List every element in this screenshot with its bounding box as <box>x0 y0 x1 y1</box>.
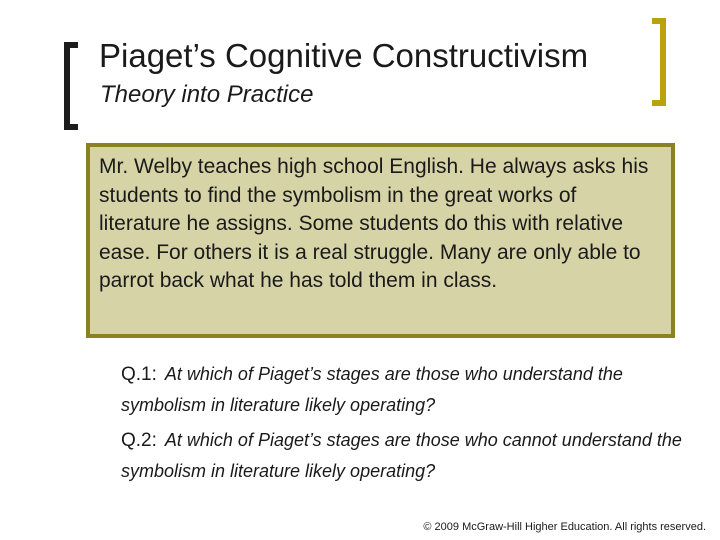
question-2-label: Q.2: <box>121 430 157 451</box>
question-1-label: Q.1: <box>121 364 157 385</box>
question-1 <box>121 359 701 420</box>
right-bracket-decoration <box>652 18 666 106</box>
slide-title: Piaget’s Cognitive Constructivism <box>99 37 589 74</box>
slide-subtitle: Theory into Practice <box>100 81 314 108</box>
question-2-text: At which of Piaget’s stages are those who cannot understand the symbolism in literature likely operating? <box>121 430 682 481</box>
left-bracket-decoration <box>64 42 78 130</box>
question-2 <box>121 425 701 486</box>
question-1-text: At which of Piaget’s stages are those who understand the symbolism in literature likely operating? <box>121 364 623 415</box>
scenario-text: Mr. Welby teaches high school English. He always asks his students to find the symbolism in the great works of literature he assigns. Some students do this with relative ease. For others it is a real struggle. Many are only able to parrot back what he has told them in class. <box>99 155 649 292</box>
copyright-notice: © 2009 McGraw-Hill Higher Education. All rights reserved. <box>423 521 706 533</box>
scenario-box <box>86 143 675 338</box>
